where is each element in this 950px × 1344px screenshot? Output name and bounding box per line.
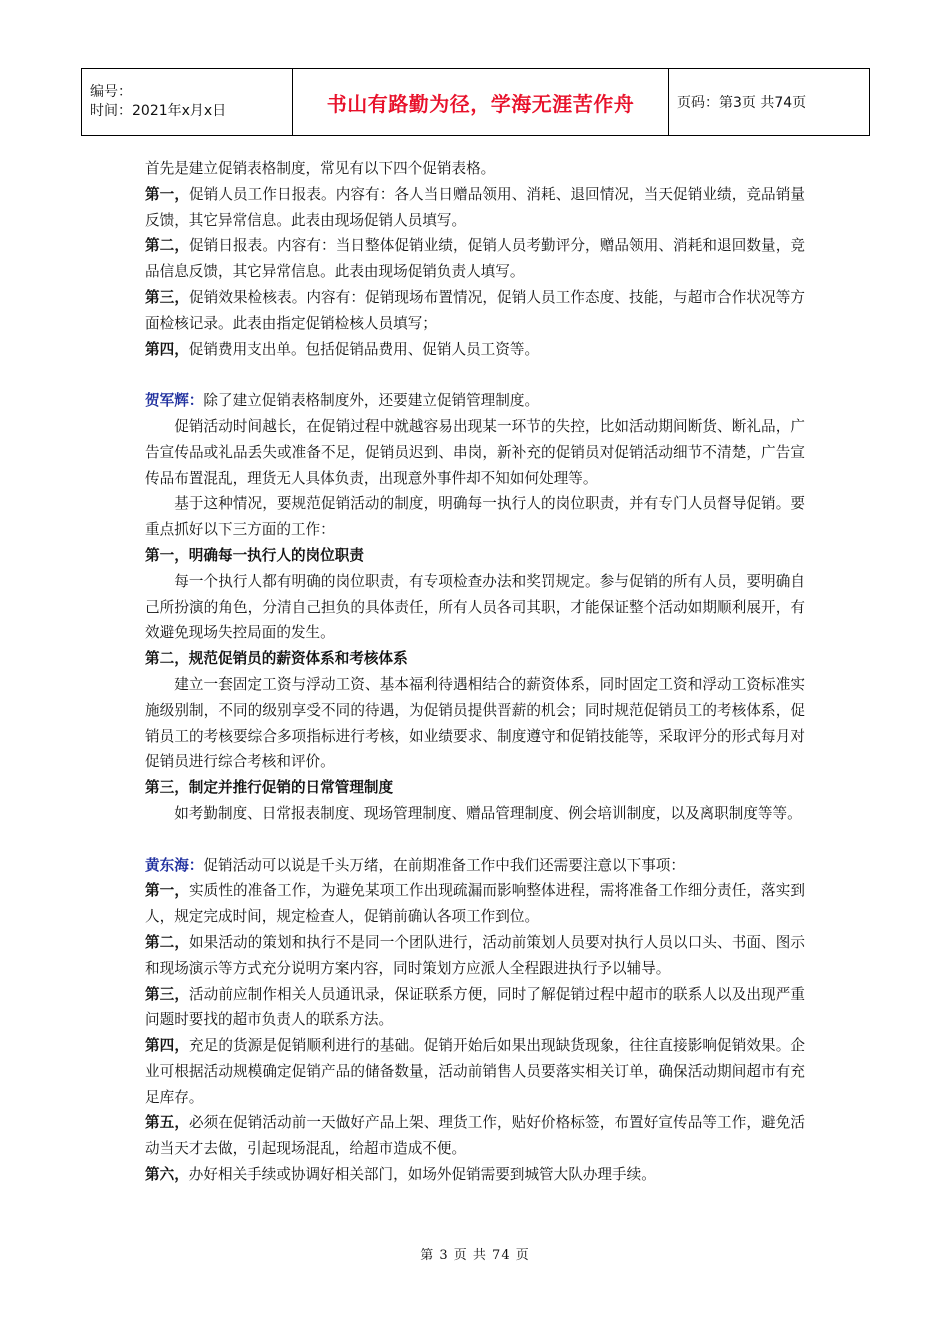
item-label: 第一， [145, 882, 190, 900]
item-label: 第六， [145, 1166, 189, 1184]
page-footer: 第 3 页 共 74 页 [420, 1248, 530, 1263]
document-date: 时间：2021年x月x日 [90, 103, 227, 119]
section2-paragraph: 建立一套固定工资与浮动工资、基本福利待遇相结合的薪资体系，同时固定工资和浮动工资标准实施级别制，不同的级别享受不同的待遇，为促销员提供晋薪的机会；同时规范促销员工的考核体系，促销员工的考核要综合多项指标进行考核，如业绩要求、制度遵守和促销技能等，采取评分的形式每月对促销员进行综合考核和评价。 [145, 675, 805, 771]
paragraph-gap [145, 362, 805, 388]
header-page-info: 页码：第3页 共74页 [669, 69, 870, 136]
section3-item [145, 1162, 805, 1188]
section3-item [145, 930, 805, 982]
section3-item [145, 878, 805, 930]
item-text: 促销日报表。内容有：当日整体促销业绩，促销人员考勤评分，赠品领用、消耗和退回数量，竞品信息反馈，其它异常信息。此表由现场促销负责人填写。 [145, 237, 805, 281]
document-body [145, 156, 805, 1188]
item-text: 办好相关手续或协调好相关部门，如场外促销需要到城管大队办理手续。 [188, 1166, 656, 1184]
item-label: 第二， [145, 237, 190, 255]
section2-paragraph: 基于这种情况，要规范促销活动的制度，明确每一执行人的岗位职责，并有专门人员督导促销。要重点抓好以下三方面的工作： [145, 495, 805, 539]
item-label: 第二， [145, 933, 190, 951]
section3-item [145, 1110, 805, 1162]
speaker-name: 贺军辉： [145, 392, 204, 410]
speaker-text: 促销活动可以说是千头万绪，在前期准备工作中我们还需要注意以下事项： [203, 856, 685, 874]
item-label: 第四， [145, 340, 189, 358]
speaker-name: 黄东海： [145, 856, 204, 874]
header-motto: 书山有路勤为径，学海无涯苦作舟 [293, 69, 669, 136]
item-text: 实质性的准备工作，为避免某项工作出现疏漏而影响整体进程，需将准备工作细分责任，落实到人，规定完成时间，规定检查人，促销前确认各项工作到位。 [145, 882, 805, 926]
item-text: 活动前应制作相关人员通讯录，保证联系方便，同时了解促销过程中超市的联系人以及出现严重问题时要找的超市负责人的联系方法。 [145, 985, 805, 1029]
item-text: 促销费用支出单。包括促销品费用、促销人员工资等。 [188, 340, 540, 358]
document-number-label: 编号： [90, 84, 132, 100]
section2-paragraph: 促销活动时间越长，在促销过程中就越容易出现某一环节的失控，比如活动期间断货、断礼品，广告宣传品或礼品丢失或准备不足，促销员迟到、串岗，新补充的促销员对促销活动细节不清楚，广告宣传品布置混乱，理货无人具体负责，出现意外事件却不知如何处理等。 [145, 417, 805, 487]
paragraph-gap [145, 827, 805, 853]
item-text: 必须在促销活动前一天做好产品上架、理货工作，贴好价格标签，布置好宣传品等工作，避免活动当天才去做，引起现场混乱，给超市造成不便。 [145, 1114, 805, 1158]
item-label: 第五， [145, 1114, 190, 1132]
section1-intro: 首先是建立促销表格制度，常见有以下四个促销表格。 [145, 160, 496, 177]
section2-heading: 第三，制定并推行促销的日常管理制度 [145, 779, 394, 797]
section1-item [145, 233, 805, 285]
page-header [81, 68, 870, 136]
item-text: 充足的货源是促销顺利进行的基础。促销开始后如果出现缺货现象，往往直接影响促销效果。企业可根据活动规模确定促销产品的储备数量，活动前销售人员要落实相关订单，确保活动期间超市有充足库存。 [145, 1037, 805, 1106]
section2-speaker-line [145, 388, 805, 414]
section3-item [145, 1033, 805, 1110]
section2-heading: 第二，规范促销员的薪资体系和考核体系 [145, 650, 408, 668]
section1-item [145, 182, 805, 234]
section2-paragraph: 每一个执行人都有明确的岗位职责，有专项检查办法和奖罚规定。参与促销的所有人员，要明确自己所扮演的角色，分清自己担负的具体责任，所有人员各司其职，才能保证整个活动如期顺利展开，有效避免现场失控局面的发生。 [145, 572, 805, 642]
section3-item [145, 982, 805, 1034]
item-text: 促销效果检核表。内容有：促销现场布置情况，促销人员工作态度、技能，与超市合作状况等方面检核记录。此表由指定促销检核人员填写； [145, 288, 805, 332]
section1-item [145, 337, 805, 363]
speaker-text: 除了建立促销表格制度外，还要建立促销管理制度。 [203, 392, 540, 410]
item-text: 促销人员工作日报表。内容有：各人当日赠品领用、消耗、退回情况，当天促销业绩，竞品销量反馈，其它异常信息。此表由现场促销人员填写。 [145, 185, 805, 229]
item-label: 第三， [145, 985, 190, 1003]
section1-item [145, 285, 805, 337]
item-label: 第一， [145, 185, 190, 203]
item-label: 第四， [145, 1037, 190, 1055]
section2-paragraph: 如考勤制度、日常报表制度、现场管理制度、赠品管理制度、例会培训制度，以及离职制度等等。 [174, 804, 802, 822]
section3-speaker-line [145, 853, 805, 879]
section2-heading: 第一，明确每一执行人的岗位职责 [145, 546, 364, 564]
header-meta [82, 69, 293, 136]
item-label: 第三， [145, 288, 190, 306]
item-text: 如果活动的策划和执行不是同一个团队进行，活动前策划人员要对执行人员以口头、书面、图示和现场演示等方式充分说明方案内容，同时策划方应派人全程跟进执行予以辅导。 [145, 933, 805, 977]
